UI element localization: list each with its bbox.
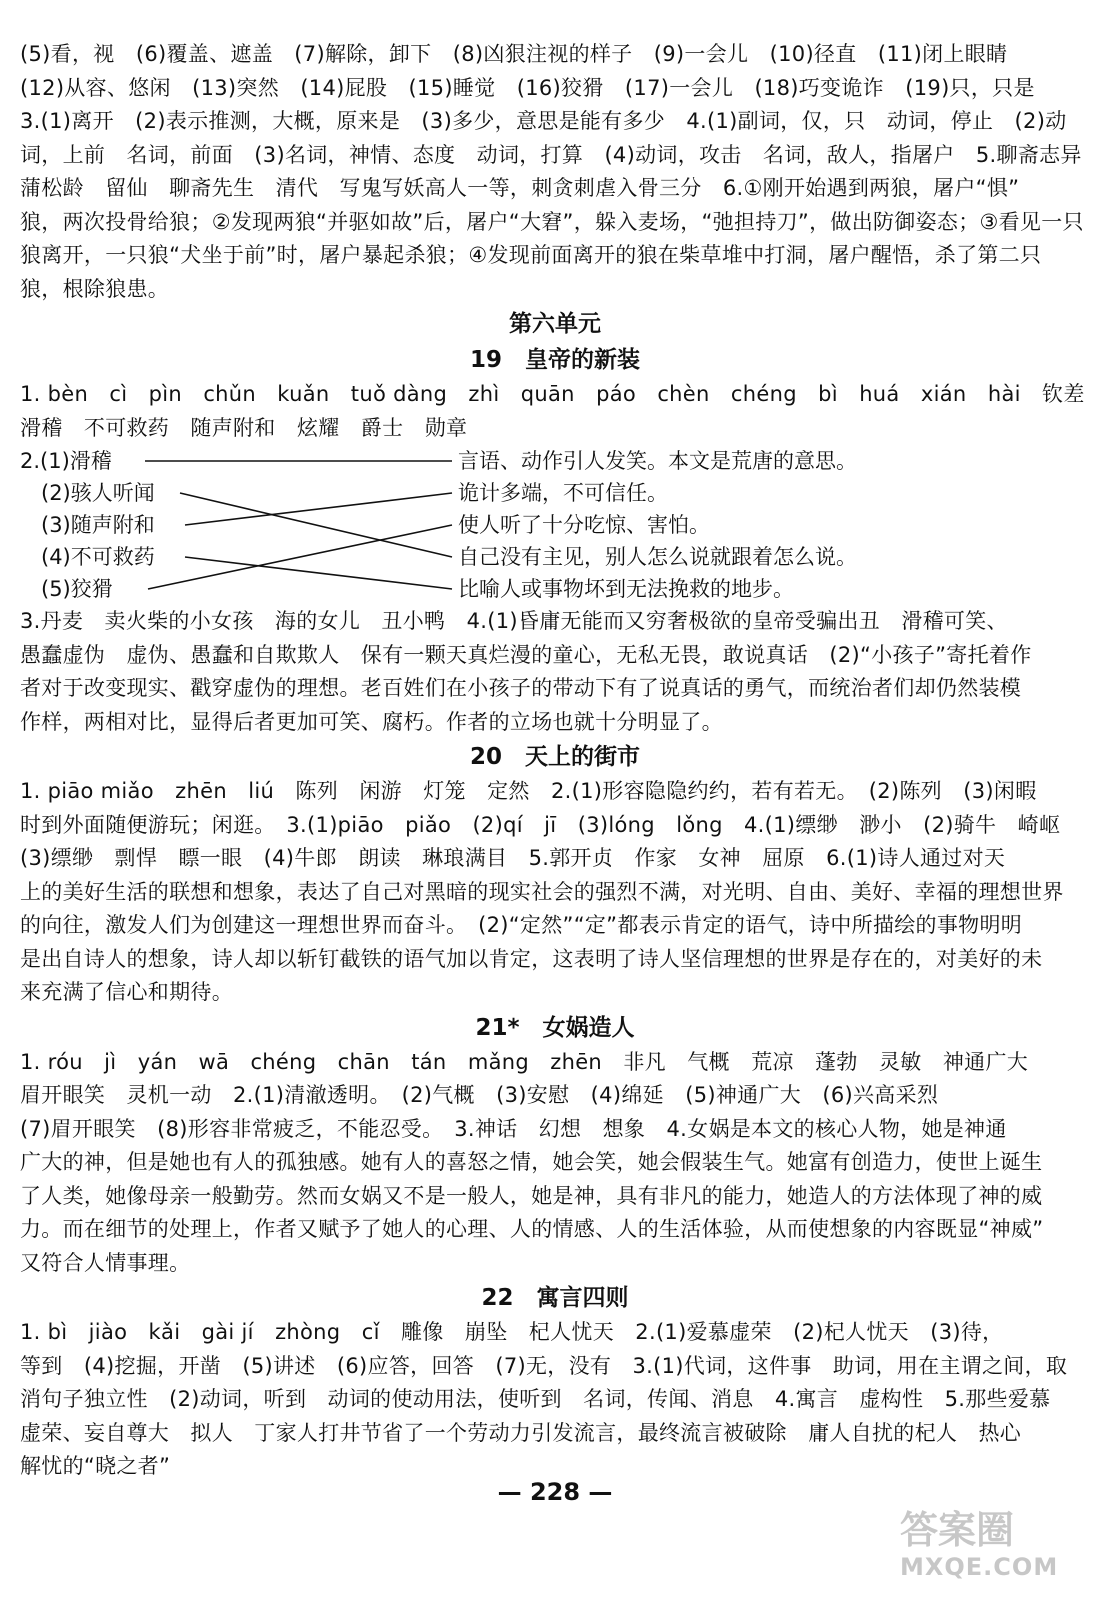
matching-exercise	[20, 445, 1090, 605]
matching-term: (2)骇人听闻	[20, 481, 155, 505]
watermark-url: MXQE.COM	[900, 1553, 1059, 1581]
previous-lesson-answers	[20, 38, 1090, 306]
text-line: 词，上前 名词，前面 (3)名词，神情、态度 动词，打算 (4)动词，攻击 名词，敌人，指屠户 5.聊斋志异	[20, 142, 1082, 167]
matching-term: (5)狡猾	[20, 577, 113, 601]
text-line: 狼离开，一只狼“犬坐于前”时，屠户暴起杀狼；④发现前面离开的狼在柴草堆中打洞，屠户醒悟，杀了第二只	[20, 243, 1042, 267]
match-line-5	[148, 525, 452, 589]
text-line: 狼，根除狼患。	[20, 276, 170, 301]
matching-term: 2.(1)滑稽	[20, 449, 112, 473]
matching-right-column	[458, 445, 857, 605]
text-line: 又符合人情事理。	[20, 1250, 191, 1275]
matching-left-column	[20, 445, 155, 605]
text-line: 1. bì jiào kǎi gài jí zhòng cǐ 雕像 崩坠 杞人忧天 2.(1)爱慕虚荣 (2)杞人忧天 (3)待，	[20, 1320, 1004, 1344]
match-line-3	[185, 493, 452, 525]
text-line: 是出自诗人的想象，诗人却以斩钉截铁的语气加以肯定，这表明了诗人坚信理想的世界是存在的，对美好的未	[20, 946, 1043, 971]
lesson-title: 20 天上的街市	[469, 744, 640, 770]
text-line: 作样，两相对比，显得后者更加可笑、腐朽。作者的立场也就十分明显了。	[20, 709, 723, 734]
lesson-21	[20, 1010, 1090, 1281]
match-line-2	[180, 493, 452, 557]
text-line: 愚蠢虚伪 虚伪、愚蠢和自欺欺人 保有一颗天真烂漫的童心，无私无畏，敢说真话 (2)“小孩子”寄托着作	[20, 642, 1032, 667]
watermark-logo	[900, 1508, 1100, 1588]
lesson-title: 22 寓言四则	[481, 1285, 629, 1311]
page-number: — 228 —	[497, 1478, 613, 1506]
watermark-text: 答案圈	[900, 1508, 1015, 1552]
matching-definition: 自己没有主见，别人怎么说就跟着怎么说。	[458, 545, 857, 569]
text-line: 3.(1)离开 (2)表示推测，大概，原来是 (3)多少，意思是能有多少 4.(1)副词，仅，只 动词，停止 (2)动	[20, 109, 1067, 133]
lesson-title: 21* 女娲造人	[475, 1014, 635, 1041]
matching-definition: 诡计多端，不可信任。	[458, 481, 668, 505]
text-line: (12)从容、悠闲 (13)突然 (14)屁股 (15)睡觉 (16)狡猾 (17)一会儿 (18)巧变诡诈 (19)只，只是	[20, 75, 1035, 100]
text-line: 了人类，她像母亲一般勤劳。然而女娲又不是一般人，她是神，具有非凡的能力，她造人的方法体现了神的威	[20, 1183, 1043, 1208]
text-line: 蒲松龄 留仙 聊斋先生 清代 写鬼写妖高人一等，刺贪刺虐入骨三分 6.①刚开始遇到两狼，屠户“惧”	[20, 176, 1020, 200]
text-line: 虚荣、妄自尊大 拟人 丁家人打井节省了一个劳动力引发流言，最终流言被破除 庸人自扰的杞人 热心	[20, 1420, 1022, 1445]
matching-definition: 言语、动作引人发笑。本文是荒唐的意思。	[458, 449, 857, 473]
text-line: 眉开眼笑 灵机一动 2.(1)清澈透明。 (2)气概 (3)安慰 (4)绵延 (5)神通广大 (6)兴高采烈	[20, 1083, 939, 1107]
answer-page	[20, 38, 1090, 1484]
text-line: (5)看，视 (6)覆盖、遮盖 (7)解除，卸下 (8)凶狠注视的样子 (9)一会儿 (10)径直 (11)闭上眼睛	[20, 42, 1008, 66]
text-line: 来充满了信心和期待。	[20, 980, 233, 1004]
matching-term: (3)随声附和	[20, 513, 155, 537]
text-line: (3)缥缈 剽悍 瞟一眼 (4)牛郎 朗读 琳琅满目 5.郭开贞 作家 女神 屈原 6.(1)诗人通过对天	[20, 846, 1006, 870]
matching-term: (4)不可救药	[20, 545, 155, 569]
lesson-19	[20, 342, 1090, 739]
unit-title: 第六单元	[509, 311, 601, 337]
text-line: 1. bèn cì pìn chǔn kuǎn tuǒ dàng zhì quān páo chèn chéng bì huá xián hài 钦差	[20, 382, 1085, 406]
text-line: 消句子独立性 (2)动词，听到 动词的使动用法，使听到 名词，传闻、消息 4.寓言 虚构性 5.那些爱慕	[20, 1387, 1051, 1411]
lesson-title: 19 皇帝的新装	[469, 347, 640, 373]
matching-definition: 使人听了十分吃惊、害怕。	[458, 513, 710, 537]
text-line: 1. piāo miǎo zhēn liú 陈列 闲游 灯笼 定然 2.(1)形容隐隐约约，若有若无。 (2)陈列 (3)闲暇	[20, 779, 1037, 803]
text-line: 3.丹麦 卖火柴的小女孩 海的女儿 丑小鸭 4.(1)昏庸无能而又穷奢极欲的皇帝受骗出丑 滑稽可笑、	[20, 609, 1008, 633]
matching-definition: 比喻人或事物坏到无法挽救的地步。	[458, 577, 794, 601]
text-line: 等到 (4)挖掘，开凿 (5)讲述 (6)应答，回答 (7)无，没有 3.(1)代词，这件事 助词，用在主谓之间，取	[20, 1353, 1068, 1378]
text-line: 力。而在细节的处理上，作者又赋予了她人的心理、人的情感、人的生活体验，从而使想象的内容既显“神威”	[20, 1217, 1044, 1241]
text-line: 滑稽 不可救药 随声附和 炫耀 爵士 勋章	[20, 415, 468, 440]
text-line: 者对于改变现实、戳穿虚伪的理想。老百姓们在小孩子的带动下有了说真话的勇气，而统治者们却仍然装模	[20, 676, 1022, 700]
text-line: (7)眉开眼笑 (8)形容非常疲乏，不能忍受。 3.神话 幻想 想象 4.女娲是本文的核心人物，她是神通	[20, 1116, 1007, 1141]
lesson-20	[20, 739, 1090, 1010]
text-line: 广大的神，但是她也有人的孤独感。她有人的喜怒之情，她会笑，她会假装生气。她富有创造力，使世上诞生	[20, 1150, 1043, 1174]
lesson-22	[20, 1280, 1090, 1484]
text-line: 时到外面随便游玩；闲逛。 3.(1)piāo piǎo (2)qí jī (3)lóng lǒng 4.(1)缥缈 渺小 (2)骑牛 崎岖	[20, 812, 1061, 837]
text-line: 1. róu jì yán wā chéng chān tán mǎng zhēn 非凡 气概 荒凉 蓬勃 灵敏 神通广大	[20, 1049, 1029, 1074]
text-line: 解忧的“晓之者”	[20, 1454, 171, 1478]
text-line: 的向往，激发人们为创建这一理想世界而奋斗。 (2)“定然”“定”都表示肯定的语气，诗中所描绘的事物明明	[20, 913, 1023, 937]
text-line: 上的美好生活的联想和想象，表达了自己对黑暗的现实社会的强烈不满，对光明、自由、美好、幸福的理想世界	[20, 879, 1064, 904]
text-line: 狼，两次投骨给狼；②发现两狼“并驱如故”后，屠户“大窘”，躲入麦场，“弛担持刀”，做出防御姿态；③看见一只	[20, 209, 1084, 234]
